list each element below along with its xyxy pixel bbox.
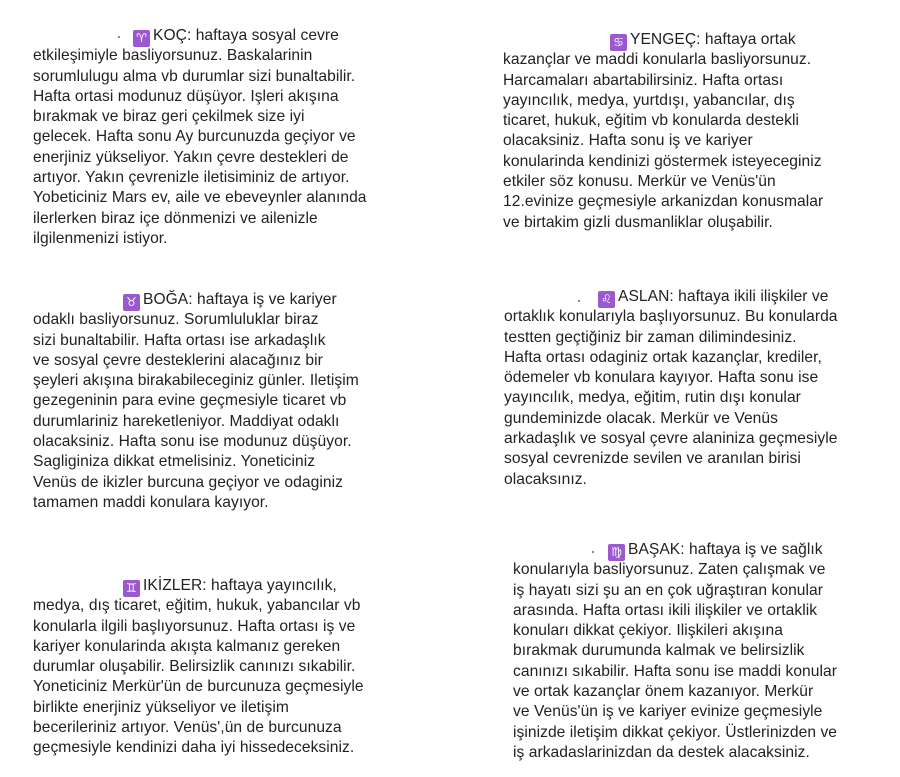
horoscope-text-line — [513, 621, 837, 641]
horoscope-text: durumlar oluşabilir. Belirsizlik canınızı sıkabilir. — [33, 658, 356, 676]
horoscope-text: BOĞA: haftaya iş ve kariyer — [143, 291, 337, 308]
horoscope-text-line — [513, 581, 837, 601]
horoscope-text: gezegeninin para evine geçmesiyle ticaret vb — [33, 392, 347, 410]
horoscope-text: medya, dış ticaret, eğitim, hukuk, yabancılar vb — [33, 597, 361, 615]
horoscope-text: artıyor. Yakın çevrenizle iletisiminiz de artıyor. — [33, 169, 350, 187]
horoscope-text: ve Venüs'ün iş ve kariyer evinize geçmesiyle — [513, 703, 823, 721]
horoscope-text: geçmesiyle kendinizi daha iyi hissedeceksiniz. — [33, 739, 355, 757]
horoscope-text: odaklı basliyorsunuz. Sorumluluklar biraz — [33, 311, 319, 329]
horoscope-text: 12.evinize geçmesiyle arkanizdan konusmalar — [503, 193, 824, 211]
horoscope-text-line — [503, 91, 823, 111]
horoscope-text-line — [513, 662, 837, 682]
horoscope-text: testten geçtiğiniz bir zaman dilimindesiniz. — [504, 328, 797, 346]
horoscope-text-line — [33, 46, 367, 66]
virgo-sign-icon: ♍ — [608, 544, 625, 561]
horoscope-text: KOÇ: haftaya sosyal cevre — [153, 27, 339, 44]
horoscope-text: olacaksiniz. Hafta sonu iş ve kariyer — [503, 132, 753, 150]
horoscope-text-line — [33, 351, 359, 371]
horoscope-text: Harcamaları abartabilirsiniz. Hafta ortası — [503, 71, 784, 89]
horoscope-text-line — [504, 368, 838, 388]
horoscope-text-line — [33, 87, 367, 107]
horoscope-gemini — [33, 576, 364, 759]
taurus-sign-icon: ♉ — [123, 294, 140, 311]
horoscope-text: şeyleri akışına birakabileceginiz günler. Iletişim — [33, 372, 359, 390]
horoscope-text: gelecek. Hafta sonu Ay burcunuzda geçiyor ve — [33, 128, 356, 146]
horoscope-heading-line — [33, 26, 367, 46]
horoscope-text: Yoneticiniz Merkür'ün de burcunuza geçmesiyle — [33, 678, 364, 696]
horoscope-text: gundeminizde olacak. Merkür ve Venüs — [504, 409, 778, 427]
horoscope-text-line — [33, 473, 359, 493]
horoscope-text-line — [33, 432, 359, 452]
horoscope-text-line — [33, 718, 364, 738]
horoscope-heading-line — [503, 30, 823, 50]
aries-sign-icon: ♈ — [133, 30, 150, 47]
horoscope-text: ilgilenmenizi istiyor. — [33, 229, 168, 247]
horoscope-text: Hafta ortası odaginiz ortak kazançlar, krediler, — [504, 348, 822, 366]
horoscope-text: işinizde iletişim dikkat çekiyor. Üstlerinizden ve — [513, 723, 838, 741]
horoscope-text-line — [513, 682, 837, 702]
leo-sign-icon: ♌ — [598, 291, 615, 308]
horoscope-text: ortaklık konularıyla başlıyorsunuz. Bu konularda — [504, 308, 838, 326]
horoscope-text: BAŞAK: haftaya iş ve sağlık — [628, 541, 823, 558]
horoscope-text-line — [33, 657, 364, 677]
horoscope-aries — [33, 26, 367, 249]
horoscope-text: ve ortak kazançlar önem kazanıyor. Merkür — [513, 683, 814, 701]
horoscope-text: yayıncılık, medya, eğitim, rutin dışı konular — [504, 389, 801, 407]
horoscope-taurus — [33, 290, 359, 513]
horoscope-text-line — [503, 213, 823, 233]
horoscope-text-line — [503, 111, 823, 131]
horoscope-text: kazançlar ve maddi konularla basliyorsunuz. — [503, 51, 812, 69]
horoscope-virgo — [513, 540, 837, 763]
horoscope-text-line — [503, 192, 823, 212]
horoscope-text: ticaret, hukuk, eğitim vb konularda destekli — [503, 112, 800, 130]
horoscope-text-line — [33, 617, 364, 637]
horoscope-text: etkileşimiyle basliyorsunuz. Baskalarinin — [33, 47, 313, 65]
horoscope-text-line — [33, 371, 359, 391]
horoscope-text: arkadaşlık ve sosyal çevre alaniniza geçmesiyle — [504, 430, 838, 448]
horoscope-text: konularıyla basliyorsunuz. Zaten çalışmak ve — [513, 561, 826, 579]
horoscope-text-line — [504, 328, 838, 348]
horoscope-text: olacaksiniz. Hafta sonu ise modunuz düşüyor. — [33, 433, 352, 451]
horoscope-text-line — [33, 412, 359, 432]
horoscope-text-line — [33, 738, 364, 758]
horoscope-text: ilerlerken biraz içe dönmenizi ve ailenizle — [33, 209, 318, 227]
horoscope-text: becerileriniz artıyor. Venüs',ün de burcunuza — [33, 719, 342, 737]
horoscope-text: konularla ilgili başlıyorsunuz. Hafta ortası iş ve — [33, 617, 356, 635]
scan-dot — [592, 551, 594, 553]
horoscope-text: Venüs de ikizler burcuna geçiyor ve odaginiz — [33, 473, 343, 491]
horoscope-heading-line — [33, 290, 359, 310]
horoscope-text-line — [33, 310, 359, 330]
horoscope-text-line — [504, 429, 838, 449]
horoscope-text-line — [503, 71, 823, 91]
cancer-sign-icon: ♋ — [610, 34, 627, 51]
horoscope-text: birlikte enerjiniz yükseliyor ve iletişim — [33, 698, 289, 716]
horoscope-heading-line — [504, 287, 838, 307]
horoscope-text-line — [513, 723, 837, 743]
horoscope-text-line — [513, 641, 837, 661]
horoscope-text-line — [33, 148, 367, 168]
horoscope-text: olacaksınız. — [504, 470, 587, 488]
horoscope-text-line — [503, 131, 823, 151]
horoscope-cancer — [503, 30, 823, 233]
horoscope-text-line — [33, 107, 367, 127]
horoscope-text: Yobeticiniz Mars ev, aile ve ebeveynler alanında — [33, 189, 367, 207]
horoscope-text-line — [33, 331, 359, 351]
horoscope-text-line — [513, 560, 837, 580]
horoscope-text-line — [513, 601, 837, 621]
horoscope-text-line — [504, 388, 838, 408]
horoscope-text-line — [504, 409, 838, 429]
horoscope-text-line — [503, 152, 823, 172]
horoscope-text: etkiler söz konusu. Merkür ve Venüs'ün — [503, 173, 776, 191]
horoscope-text: sosyal cevrenizde sevilen ve aranılan birisi — [504, 450, 801, 468]
horoscope-text: Hafta ortasi modunuz düşüyor. Işleri akışına — [33, 87, 339, 105]
horoscope-heading-line — [33, 576, 364, 596]
horoscope-text: arasında. Hafta ortası ikili ilişkiler ve ortaklik — [513, 601, 818, 619]
scan-dot — [578, 300, 580, 302]
horoscope-text-line — [33, 677, 364, 697]
gemini-sign-icon: ♊ — [123, 580, 140, 597]
horoscope-text: ASLAN: haftaya ikili ilişkiler ve — [618, 288, 829, 305]
horoscope-text: konularinda kendinizi göstermek isteyeceginiz — [503, 152, 822, 170]
horoscope-text: iş arkadaslarinizdan da destek alacaksiniz. — [513, 743, 810, 761]
horoscope-text-line — [33, 698, 364, 718]
horoscope-text: enerjiniz yükseliyor. Yakın çevre destekleri de — [33, 148, 349, 166]
horoscope-text: ve birtakim gizli dusmanliklar oluşabilir. — [503, 213, 773, 231]
horoscope-text-line — [504, 348, 838, 368]
horoscope-text: YENGEÇ: haftaya ortak — [630, 31, 796, 48]
horoscope-text: durumlariniz hareketleniyor. Maddiyat odaklı — [33, 412, 340, 430]
horoscope-text: kariyer konularinda akışta kalmanız gereken — [33, 637, 341, 655]
horoscope-text-line — [33, 596, 364, 616]
scan-dot — [118, 36, 120, 38]
horoscope-text-line — [503, 172, 823, 192]
horoscope-text: iş hayatı sizi şu an en çok uğraştıran konular — [513, 581, 824, 599]
horoscope-text: ödemeler vb konulara kayıyor. Hafta sonu ise — [504, 369, 819, 387]
horoscope-text-line — [33, 493, 359, 513]
horoscope-text: tamamen maddi konulara kayıyor. — [33, 493, 269, 511]
horoscope-text: yayıncılık, medya, yurtdışı, yabancılar, dış — [503, 91, 795, 109]
horoscope-text-line — [33, 637, 364, 657]
horoscope-text-line — [33, 452, 359, 472]
horoscope-text-line — [504, 449, 838, 469]
horoscope-text: ve sosyal çevre desteklerini alacağınız bir — [33, 351, 323, 369]
horoscope-text-line — [513, 743, 837, 763]
horoscope-text: bırakmak durumunda kalmak ve belirsizlik — [513, 642, 805, 660]
horoscope-text: IKİZLER: haftaya yayıncılık, — [143, 577, 337, 594]
horoscope-leo — [504, 287, 838, 490]
horoscope-text-line — [504, 470, 838, 490]
horoscope-text-line — [513, 702, 837, 722]
horoscope-text-line — [33, 188, 367, 208]
horoscope-text-line — [33, 127, 367, 147]
horoscope-text: canınızı sıkabilir. Hafta sonu ise maddi konular — [513, 662, 837, 680]
horoscope-text: bırakmak ve biraz geri çekilmek size iyi — [33, 108, 305, 126]
horoscope-text-line — [503, 50, 823, 70]
horoscope-heading-line — [513, 540, 837, 560]
horoscope-text-line — [33, 229, 367, 249]
horoscope-text-line — [504, 307, 838, 327]
horoscope-text: sizi bunaltabilir. Hafta ortası ise arkadaşlık — [33, 331, 326, 349]
horoscope-text: Sagliginiza dikkat etmelisiniz. Yoneticiniz — [33, 453, 316, 471]
horoscope-text-line — [33, 168, 367, 188]
horoscope-text: sorumlulugu alma vb durumlar sizi bunaltabilir. — [33, 67, 356, 85]
horoscope-text-line — [33, 209, 367, 229]
horoscope-text-line — [33, 391, 359, 411]
horoscope-text: konuları dikkat çekiyor. Ilişkileri akışına — [513, 622, 783, 640]
horoscope-text-line — [33, 67, 367, 87]
